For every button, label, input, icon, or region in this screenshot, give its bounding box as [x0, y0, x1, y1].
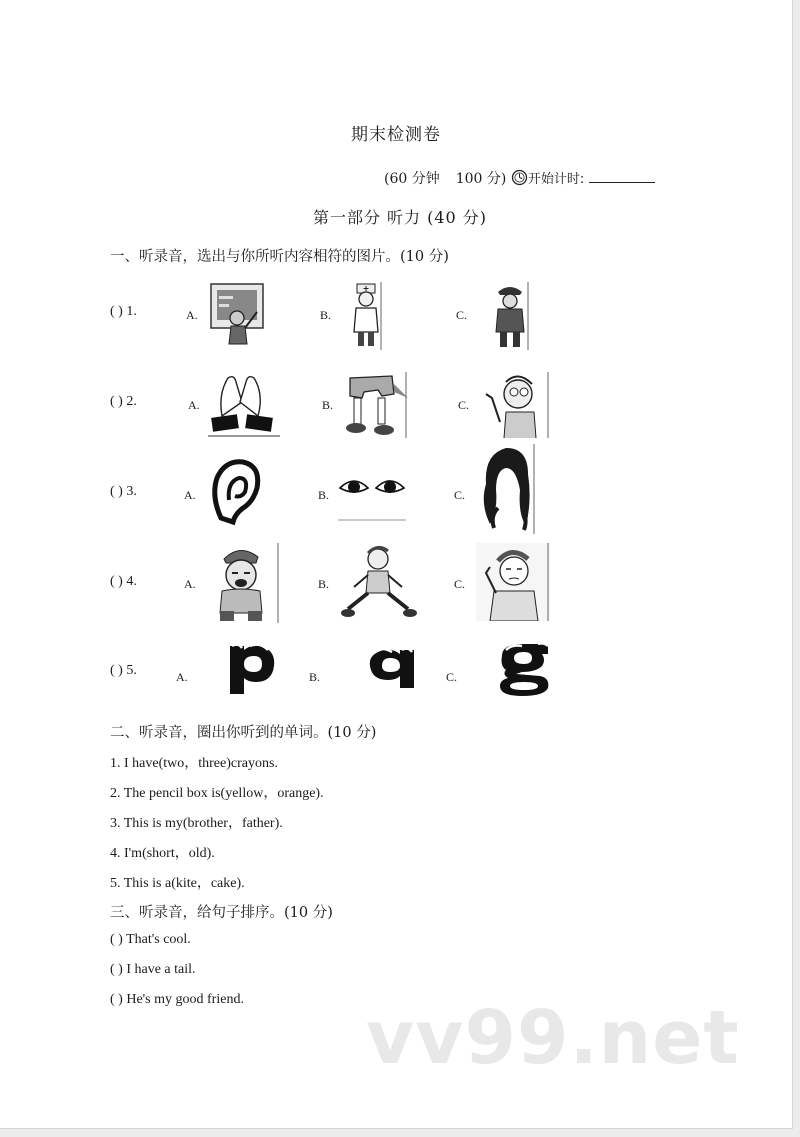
policeman-picture[interactable]	[490, 282, 532, 350]
section2-heading: 二、听录音，圈出你听到的单词。(10 分)	[110, 725, 377, 741]
option-label: A.	[188, 398, 200, 412]
question-number[interactable]: ( ) 4.	[110, 574, 137, 589]
letter-q-picture[interactable]	[360, 644, 418, 690]
section2-item[interactable]: 3. This is my(brother，father).	[110, 816, 283, 831]
sentence-text: That's cool.	[126, 932, 191, 947]
option-label: B.	[320, 308, 332, 322]
letter-g-picture[interactable]	[496, 640, 552, 698]
order-blank[interactable]: ( )	[110, 962, 123, 977]
section1-heading: 一、听录音，选出与你所听内容相符的图片。(10 分)	[110, 249, 449, 265]
doctor-picture[interactable]	[348, 282, 384, 350]
legs-picture[interactable]	[342, 372, 410, 438]
option-label: B.	[322, 398, 334, 412]
option-label: A.	[176, 670, 188, 684]
question-number[interactable]: ( ) 5.	[110, 663, 137, 678]
time-limit: (60 分钟	[384, 171, 440, 187]
sentence-text: He's my good friend.	[126, 992, 244, 1007]
letter-p-picture[interactable]	[226, 640, 278, 696]
sitting-boy-picture[interactable]	[340, 543, 418, 621]
hands-picture[interactable]	[208, 372, 280, 438]
section3-item	[110, 932, 191, 948]
section2-item[interactable]: 2. The pencil box is(yellow，orange).	[110, 786, 324, 801]
arm-picture[interactable]	[478, 372, 550, 438]
sentence-text: I have a tail.	[126, 962, 196, 977]
section3-heading: 三、听录音，给句子排序。(10 分)	[110, 905, 333, 921]
tired-boy-picture[interactable]	[476, 543, 550, 621]
section3-item	[110, 992, 244, 1008]
option-label: B.	[318, 577, 330, 591]
order-blank[interactable]: ( )	[110, 992, 123, 1007]
option-label: C.	[454, 577, 466, 591]
section2-item[interactable]: 1. I have(two，three)crayons.	[110, 756, 278, 771]
crying-boy-picture[interactable]	[206, 543, 280, 623]
total-score: 100 分)	[455, 171, 507, 187]
option-label: C.	[456, 308, 468, 322]
teacher-picture[interactable]	[207, 282, 265, 346]
option-label: C.	[458, 398, 470, 412]
page-title: 期末检测卷	[351, 125, 441, 145]
eyes-picture[interactable]	[338, 470, 406, 522]
option-label: C.	[454, 488, 466, 502]
section2-item[interactable]: 5. This is a(kite，cake).	[110, 876, 245, 891]
section2-item[interactable]: 4. I'm(short，old).	[110, 846, 215, 861]
section3-item	[110, 962, 196, 978]
option-label: B.	[318, 488, 330, 502]
timer-label: 开始计时:	[527, 172, 585, 187]
clock-icon	[511, 169, 528, 190]
order-blank[interactable]: ( )	[110, 932, 123, 947]
option-label: A.	[184, 488, 196, 502]
start-time-blank[interactable]	[589, 170, 655, 183]
exam-meta	[384, 168, 655, 190]
watermark: vv99.net	[366, 995, 740, 1081]
option-label: C.	[446, 670, 458, 684]
part-title: 第一部分 听力 (40 分)	[312, 208, 488, 227]
ear-picture[interactable]	[205, 456, 265, 526]
question-number[interactable]: ( ) 3.	[110, 484, 137, 499]
option-label: B.	[309, 670, 321, 684]
question-number[interactable]: ( ) 2.	[110, 394, 137, 409]
option-label: A.	[186, 308, 198, 322]
option-label: A.	[184, 577, 196, 591]
hair-picture[interactable]	[478, 444, 536, 534]
question-number[interactable]: ( ) 1.	[110, 304, 137, 319]
